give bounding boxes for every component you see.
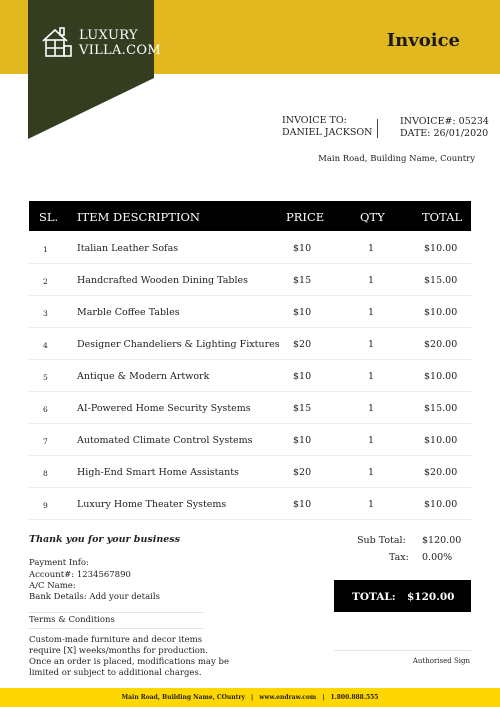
table-row (29, 392, 471, 424)
col-total-header: TOTAL (422, 210, 463, 224)
cell-sl: 5 (43, 373, 48, 382)
cell-price: $10 (293, 243, 312, 254)
cell-qty: 1 (368, 371, 375, 382)
brand-line-2: VILLA.COM (79, 43, 161, 58)
cell-qty: 1 (368, 275, 375, 286)
villa-logo-icon (41, 25, 73, 59)
signature-line (334, 650, 471, 651)
cell-price: $15 (293, 275, 312, 286)
authorised-sign: Authorised Sign (412, 657, 470, 665)
col-price-header: PRICE (286, 210, 325, 224)
cell-price: $10 (293, 307, 312, 318)
page-title: Invoice (386, 30, 460, 51)
terms-title: Terms & Conditions (29, 615, 115, 625)
footer-website[interactable]: www.endraw.com (259, 694, 317, 701)
col-desc-header: ITEM DESCRIPTION (77, 210, 200, 224)
table-row (29, 424, 471, 456)
cell-total: $20.00 (424, 339, 458, 350)
cell-price: $20 (293, 467, 312, 478)
customer-name: DANIEL JACKSON (282, 127, 373, 138)
cell-total: $10.00 (424, 371, 458, 382)
brand-line-1: LUXURY (79, 28, 138, 43)
table-row (29, 232, 471, 264)
invoice-to (282, 115, 372, 139)
meta-divider (377, 119, 378, 138)
invoice-to-label: INVOICE TO: (282, 115, 347, 126)
account-number: Account#: 1234567890 (29, 570, 131, 580)
cell-total: $10.00 (424, 243, 458, 254)
table-row (29, 296, 471, 328)
cell-price: $10 (293, 371, 312, 382)
terms-divider (29, 612, 204, 613)
footer-bar (0, 688, 500, 707)
cell-desc: High-End Smart Home Assistants (77, 467, 239, 478)
cell-qty: 1 (368, 339, 375, 350)
cell-qty: 1 (368, 243, 375, 254)
footer-separator: | (251, 694, 254, 701)
invoice-date: DATE: 26/01/2020 (400, 128, 489, 139)
cell-qty: 1 (368, 307, 375, 318)
terms-text: Custom-made furniture and decor items require [X] weeks/months for production. Once an order is placed, modifications may be limited or subject to additional charges. (29, 635, 229, 678)
cell-desc: Automated Climate Control Systems (77, 435, 253, 446)
subtotal-label: Sub Total: (357, 535, 406, 546)
cell-total: $10.00 (424, 307, 458, 318)
cell-qty: 1 (368, 467, 375, 478)
logo-block (28, 0, 154, 139)
invoice-number: INVOICE#: 05234 (400, 116, 489, 127)
table-row (29, 456, 471, 488)
cell-qty: 1 (368, 435, 375, 446)
cell-sl: 2 (43, 277, 48, 286)
table-row (29, 360, 471, 392)
cell-desc: Handcrafted Wooden Dining Tables (77, 275, 249, 286)
terms-divider-bottom (29, 628, 204, 629)
cell-desc: Antique & Modern Artwork (77, 371, 210, 382)
cell-total: $10.00 (424, 499, 458, 510)
cell-sl: 9 (43, 501, 48, 510)
grand-total-box (334, 580, 471, 612)
tax-label: Tax: (389, 552, 409, 563)
company-address: Main Road, Building Name, Country (318, 154, 475, 164)
payment-info-title: Payment Info: (29, 558, 89, 568)
cell-sl: 8 (43, 469, 48, 478)
cell-sl: 7 (43, 437, 48, 446)
cell-total: $15.00 (424, 403, 458, 414)
table-row (29, 488, 471, 520)
cell-sl: 1 (43, 245, 48, 254)
table-row (29, 264, 471, 296)
account-name: A/C Name: (29, 581, 76, 591)
cell-qty: 1 (368, 499, 375, 510)
cell-total: $20.00 (424, 467, 458, 478)
footer-separator: | (322, 694, 325, 701)
invoice-meta (400, 116, 489, 140)
footer-phone: 1.800.888.555 (330, 694, 379, 701)
tax-value: 0.00% (422, 552, 453, 563)
cell-total: $10.00 (424, 435, 458, 446)
cell-desc: Luxury Home Theater Systems (77, 499, 227, 510)
footer-address: Main Road, Building Name, COuntry (121, 694, 246, 701)
cell-desc: Marble Coffee Tables (77, 307, 180, 318)
cell-sl: 4 (43, 341, 48, 350)
total-label: TOTAL: (352, 591, 396, 603)
cell-price: $15 (293, 403, 312, 414)
cell-sl: 6 (43, 405, 48, 414)
cell-qty: 1 (368, 403, 375, 414)
table-header (29, 201, 471, 231)
cell-price: $10 (293, 435, 312, 446)
thank-you-note: Thank you for your business (29, 534, 180, 545)
col-qty-header: QTY (360, 210, 385, 224)
brand-name (79, 28, 161, 58)
cell-desc: AI-Powered Home Security Systems (77, 403, 251, 414)
cell-sl: 3 (43, 309, 48, 318)
cell-total: $15.00 (424, 275, 458, 286)
table-row (29, 328, 471, 360)
cell-desc: Designer Chandeliers & Lighting Fixtures (77, 339, 280, 350)
col-sl-header: SL. (39, 210, 59, 224)
cell-price: $20 (293, 339, 312, 350)
cell-price: $10 (293, 499, 312, 510)
bank-details: Bank Details: Add your details (29, 592, 160, 602)
total-value: $120.00 (407, 591, 455, 603)
subtotal-value: $120.00 (422, 535, 462, 546)
cell-desc: Italian Leather Sofas (77, 243, 179, 254)
